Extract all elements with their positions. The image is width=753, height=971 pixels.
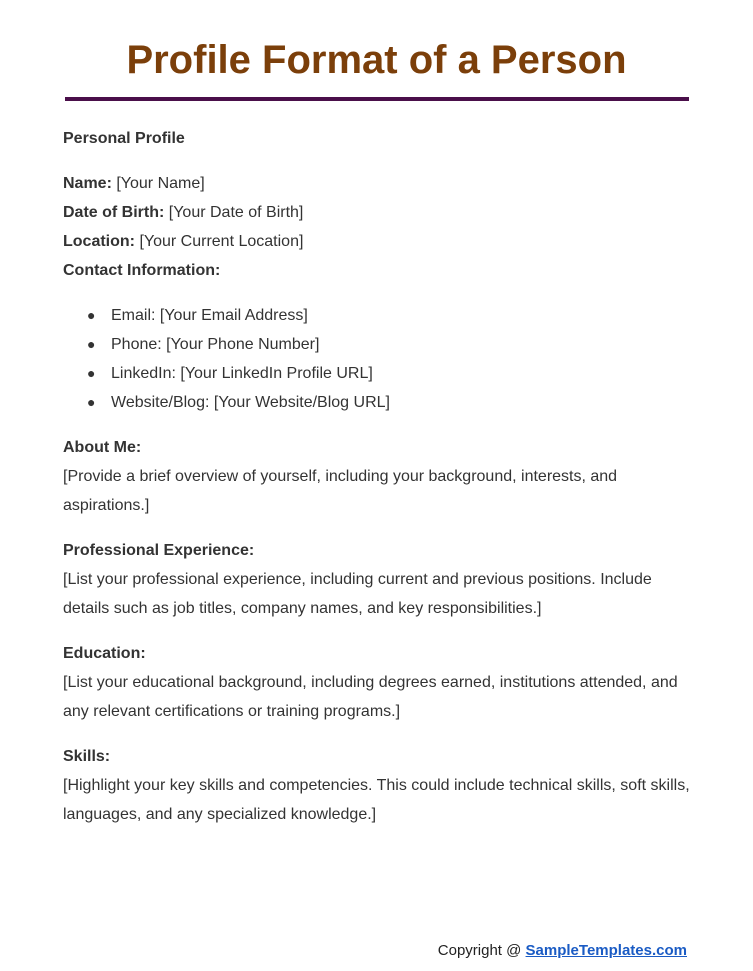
list-item [63, 359, 693, 388]
education-body: [List your educational background, including degrees earned, institutions attended, and any relevant certifications or training programs.] [63, 674, 678, 720]
education-section [63, 639, 693, 726]
contact-list [63, 301, 693, 417]
location-field [63, 227, 693, 256]
education-heading: Education: [63, 645, 146, 662]
about-body: [Provide a brief overview of yourself, including your background, interests, and aspirations.] [63, 468, 618, 514]
contact-info-label: Contact Information: [63, 262, 221, 279]
skills-body: [Highlight your key skills and competencies. This could include technical skills, soft skills, languages, and any specialized knowledge.] [63, 777, 690, 823]
page-title: Profile Format of a Person [126, 38, 627, 82]
contact-phone: Phone: [Your Phone Number] [111, 336, 320, 353]
copyright-text: Copyright @ [437, 942, 526, 959]
name-value: [Your Name] [116, 175, 205, 192]
title-divider [65, 97, 689, 101]
list-item [63, 388, 693, 417]
location-label: Location: [63, 233, 135, 250]
about-section [63, 433, 693, 520]
name-label: Name: [63, 175, 112, 192]
bullet-icon: ● [87, 307, 96, 323]
location-value: [Your Current Location] [139, 233, 304, 250]
personal-profile-heading: Personal Profile [63, 130, 185, 147]
bullet-icon: ● [87, 365, 96, 381]
sampletemplates-link[interactable]: SampleTemplates.com [525, 942, 687, 959]
document-body [63, 124, 693, 829]
skills-section [63, 742, 693, 829]
list-item [63, 330, 693, 359]
bullet-icon: ● [87, 336, 96, 352]
experience-body: [List your professional experience, including current and previous positions. Include details such as job titles, company names, and key responsibilities.] [63, 571, 652, 617]
skills-heading: Skills: [63, 748, 111, 765]
experience-section [63, 536, 693, 623]
footer [438, 941, 687, 961]
contact-email: Email: [Your Email Address] [111, 307, 308, 324]
dob-label: Date of Birth: [63, 204, 165, 221]
experience-heading: Professional Experience: [63, 542, 255, 559]
list-item [63, 301, 693, 330]
bullet-icon: ● [87, 394, 96, 410]
personal-fields [63, 169, 693, 285]
about-heading: About Me: [63, 439, 142, 456]
dob-field [63, 198, 693, 227]
dob-value: [Your Date of Birth] [168, 204, 304, 221]
contact-linkedin: LinkedIn: [Your LinkedIn Profile URL] [111, 365, 373, 382]
name-field [63, 169, 693, 198]
contact-website: Website/Blog: [Your Website/Blog URL] [111, 394, 390, 411]
